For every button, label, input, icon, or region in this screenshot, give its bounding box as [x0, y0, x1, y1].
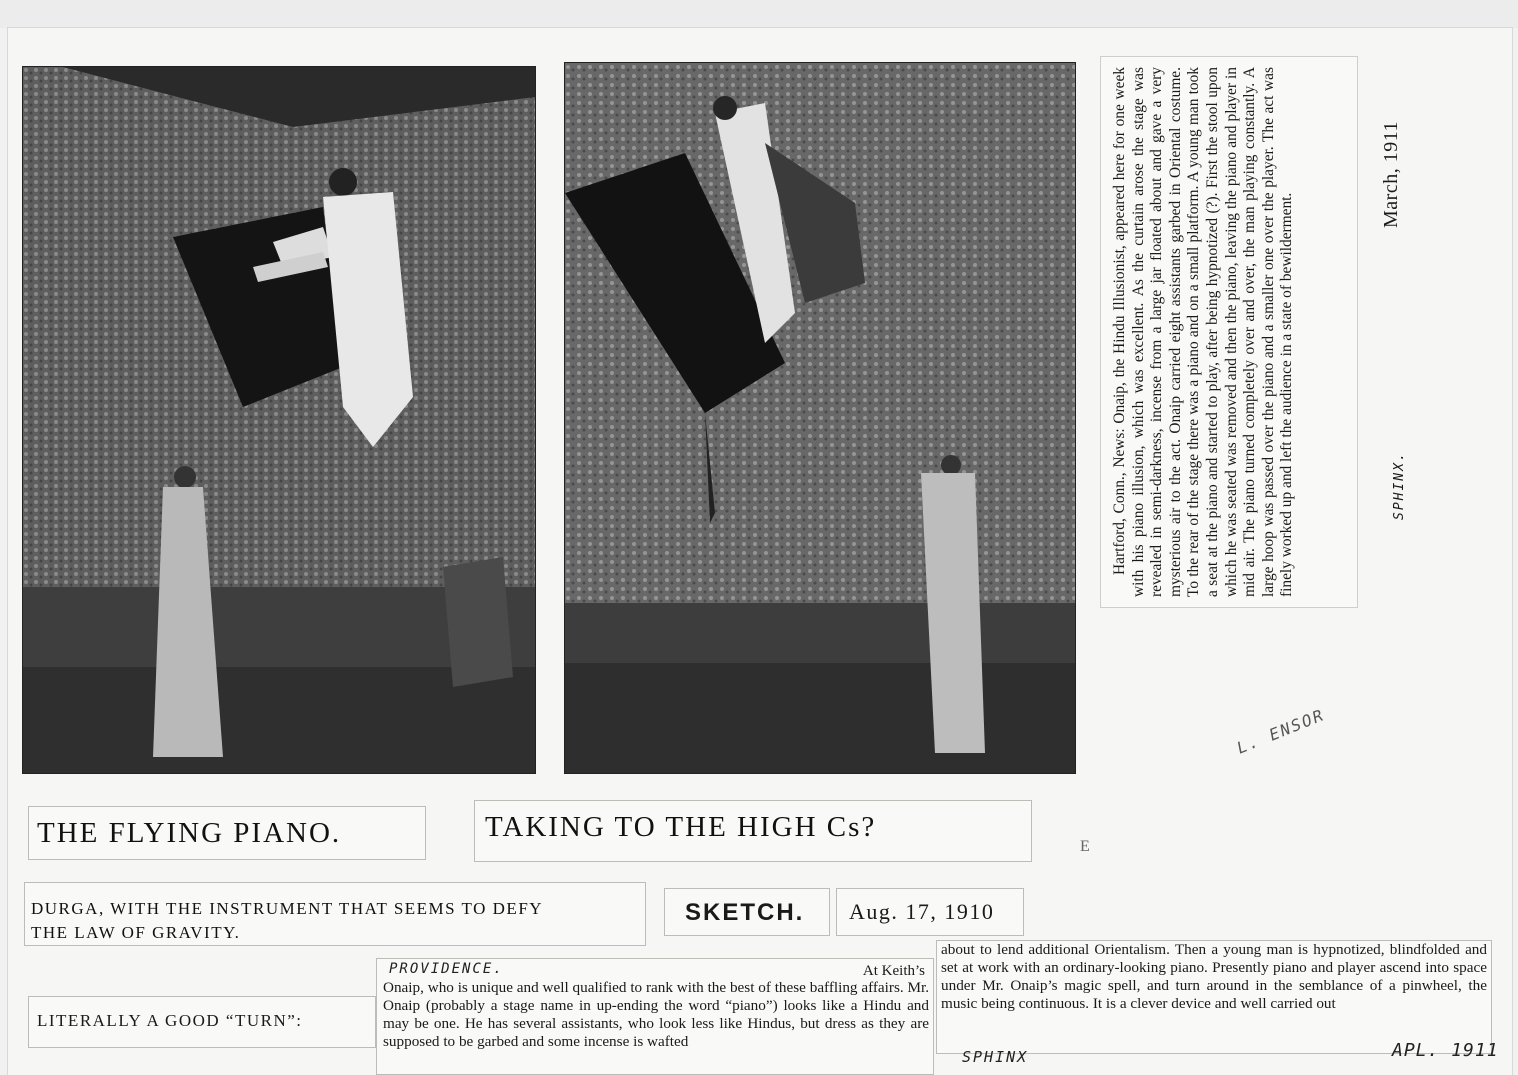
caption-taking: TAKING TO THE HIGH Cs? [485, 811, 877, 843]
sketch-label-clip [664, 888, 830, 936]
hartford-news-clipping [1100, 56, 1358, 608]
orientalism-clipping [936, 940, 1492, 1054]
sketch-date-clip [836, 888, 1024, 936]
orientalism-body: about to lend additional Orientalism. Then a young man is hypnotized, blindfolded and set at work with an ordinary-looking piano. Presently piano and player ascend into space under Mr. Onaip’s magic spell, and turn around in the semblance of a pinwheel, the music being continuous. It is a clever device and well carried out [941, 941, 1487, 1012]
caption-durga-line1: DURGA, WITH THE INSTRUMENT THAT SEEMS TO DEFY [31, 899, 544, 918]
providence-at-keiths: At Keith’s [862, 963, 925, 979]
caption-literally: LITERALLY A GOOD “TURN”: [37, 1011, 303, 1030]
handwritten-apl-1911: APL. 1911 [1392, 1040, 1499, 1061]
handwritten-sphinx: SPHINX [962, 1048, 1029, 1066]
scan-top-edge [0, 0, 1518, 28]
photo-high-cs-image [565, 63, 1075, 773]
handwritten-l-ensor: L. ENSOR [1234, 705, 1328, 758]
providence-clipping [376, 958, 934, 1075]
photo-high-cs [564, 62, 1076, 774]
caption-literally-clip [28, 996, 376, 1048]
caption-taking-clip [474, 800, 1032, 862]
hartford-date-text: March, 1911 [1380, 121, 1402, 228]
sketch-date: Aug. 17, 1910 [849, 899, 995, 924]
hartford-source [1392, 440, 1412, 520]
providence-heading: PROVIDENCE. [389, 961, 504, 977]
caption-flying-piano: THE FLYING PIANO. [37, 817, 342, 849]
caption-durga-line2: THE LAW OF GRAVITY. [31, 923, 241, 942]
caption-durga-clip [24, 882, 646, 946]
hartford-source-text: SPHINX. [1392, 451, 1407, 520]
hartford-news-text: Hartford, Conn., News: Onaip, the Hindu Illusionist, appeared here for one week with his piano illusion, which was excellent. As the curtain arose the stage was revealed in semi-darkness, incense from a large jar floated about and gave a very mysterious air to the act. Onaip carried eight assistants garbed in Oriental costume. To the rear of the stage there was a piano and on a small platform. A young man took a seat at the piano and started to play, after being hypnotized (?). First the stool upon which he was seated was removed and then the piano, leaving the piano and player in mid air. The piano turned completely over and over, the man playing constantly. A large hoop was passed over the piano and a smaller one over the player. The act was finely worked up and left the audience in a state of bewilderment. [1111, 67, 1296, 597]
providence-body: Onaip, who is unique and well qualified to rank with the best of these baffling affairs. Mr. Onaip (probably a stage name in up-ending the word “piano”) looks like a Hindu and may be one. He has several assistants, who look less like Hindus, but dress as they are supposed to be garbed and some incense is wafted [383, 979, 929, 1050]
handwritten-mark: E [1080, 838, 1090, 855]
photo-flying-piano-image [23, 67, 535, 773]
caption-durga [31, 897, 641, 945]
photo-flying-piano [22, 66, 536, 774]
sketch-label: SKETCH. [685, 899, 805, 926]
caption-flying-piano-clip [28, 806, 426, 860]
hartford-date [1380, 88, 1416, 228]
